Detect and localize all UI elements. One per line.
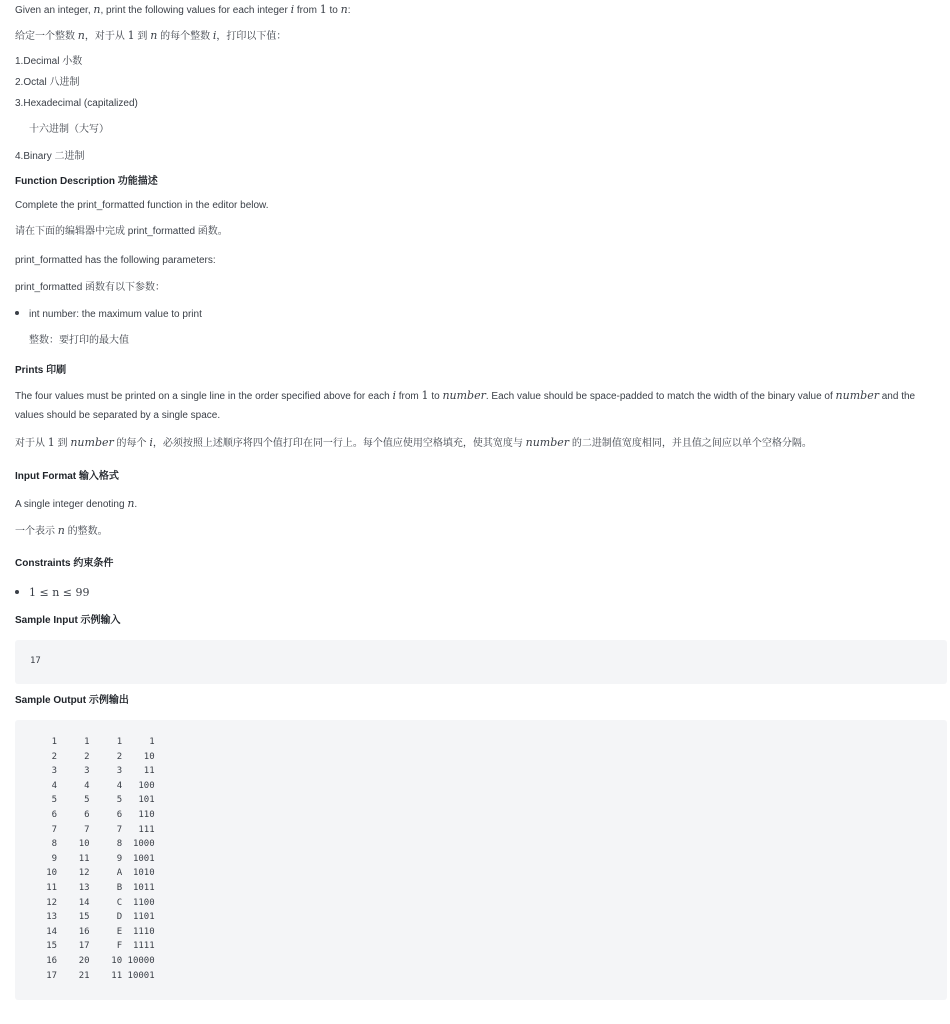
math-var: number xyxy=(835,389,879,402)
math-var: n xyxy=(77,29,85,42)
prints-english xyxy=(15,389,915,404)
prints-chinese xyxy=(15,436,812,451)
math-num: 1 xyxy=(127,29,135,42)
list-label: Octal 八进制 xyxy=(23,77,80,88)
list-number: 3. xyxy=(15,98,24,109)
math-var: n xyxy=(127,497,135,510)
list-item xyxy=(15,76,79,90)
sample-input-value: 17 xyxy=(30,656,41,666)
function-description-text: 请在下面的编辑器中完成 print_formatted 函数。 xyxy=(15,226,228,237)
bullet-icon xyxy=(15,311,19,315)
sample-output-line: 2 2 2 10 xyxy=(30,751,155,762)
function-description-text: print_formatted 函数有以下参数： xyxy=(15,282,166,293)
param-item xyxy=(15,308,202,322)
prints-text: and the xyxy=(878,391,916,402)
sample-output-line: 17 21 11 10001 xyxy=(30,970,155,981)
input-format-text: A single integer denoting xyxy=(15,499,128,510)
prints-text: from xyxy=(395,391,422,402)
intro-chinese xyxy=(15,29,286,44)
intro-text: 的每个整数 xyxy=(157,31,213,42)
prints-text: 到 xyxy=(54,438,71,449)
function-description-text: Complete the print_formatted function in the editor below. xyxy=(15,200,269,211)
param-text: int number: the maximum value to print xyxy=(29,309,202,320)
intro-english xyxy=(15,3,350,18)
prints-text: 对于从 xyxy=(15,438,48,449)
param-subtext: 整数：要打印的最大值 xyxy=(29,335,129,346)
list-label: Binary 二进制 xyxy=(23,151,85,162)
prints-heading: Prints 印刷 xyxy=(15,365,67,376)
math-num: 1 xyxy=(47,436,55,449)
list-label: Hexadecimal (capitalized) xyxy=(23,98,138,109)
math-num: 1 xyxy=(421,389,429,402)
prints-text: ，必须按照上述顺序将四个值打印在同一行上。每个值应使用空格填充，使其宽度与 xyxy=(152,438,526,449)
list-item xyxy=(15,97,138,111)
input-format-text: . xyxy=(134,499,138,510)
list-item xyxy=(15,150,84,164)
list-number: 2. xyxy=(15,77,24,88)
math-var: i xyxy=(149,436,153,449)
prints-text: to xyxy=(428,391,443,402)
math-var: number xyxy=(442,389,486,402)
math-var: i xyxy=(290,3,295,16)
list-item xyxy=(15,55,82,69)
sample-output-line: 8 10 8 1000 xyxy=(30,839,155,850)
math-num: 1 xyxy=(319,3,327,16)
list-number: 4. xyxy=(15,151,24,162)
sample-output-text xyxy=(30,735,155,983)
sample-output-line: 6 6 6 110 xyxy=(30,809,155,820)
sample-output-line: 4 4 4 100 xyxy=(30,780,155,791)
sample-output-line: 9 11 9 1001 xyxy=(30,853,155,864)
sample-output-heading: Sample Output 示例输出 xyxy=(15,695,129,706)
intro-text: 给定一个整数 xyxy=(15,31,78,42)
intro-text: : xyxy=(347,5,351,16)
input-format-text: 的整数。 xyxy=(64,526,108,537)
sample-output-line: 13 15 D 1101 xyxy=(30,912,155,923)
sample-output-block xyxy=(15,720,947,1000)
sample-output-line: 3 3 3 11 xyxy=(30,766,155,777)
constraint-expression: 1 ≤ n ≤ 99 xyxy=(29,586,90,599)
math-var: number xyxy=(70,436,114,449)
intro-text: from xyxy=(294,5,320,16)
intro-text: Given an integer, xyxy=(15,5,94,16)
sample-output-line: 11 13 B 1011 xyxy=(30,882,155,893)
prints-text: 的每个 xyxy=(113,438,150,449)
intro-text: to xyxy=(326,5,341,16)
sample-input-heading: Sample Input 示例输入 xyxy=(15,615,121,626)
input-format-text: 一个表示 xyxy=(15,526,58,537)
prints-english-cont: values should be separated by a single space. xyxy=(15,410,221,421)
sample-output-line: 5 5 5 101 xyxy=(30,795,155,806)
sample-output-line: 1 1 1 1 xyxy=(30,737,155,747)
input-format-english xyxy=(15,497,137,512)
list-item-subtext: 十六进制（大写） xyxy=(29,124,109,135)
sample-output-line: 12 14 C 1100 xyxy=(30,897,155,908)
math-var: i xyxy=(212,29,217,42)
constraints-heading: Constraints 约束条件 xyxy=(15,558,114,569)
intro-text: 到 xyxy=(134,31,151,42)
list-number: 1. xyxy=(15,56,24,67)
input-format-chinese xyxy=(15,524,108,539)
intro-text: ，打印以下值： xyxy=(216,31,287,42)
sample-output-line: 7 7 7 111 xyxy=(30,824,155,835)
math-var: n xyxy=(150,29,158,42)
math-var: n xyxy=(340,3,348,16)
math-var: n xyxy=(93,3,101,16)
intro-text: ，对于从 xyxy=(84,31,128,42)
prints-text: The four values must be printed on a single line in the order specified above for each xyxy=(15,391,393,402)
list-label: Decimal 小数 xyxy=(23,56,83,67)
sample-output-line: 10 12 A 1010 xyxy=(30,868,155,879)
prints-text: . Each value should be space-padded to match the width of the binary value of xyxy=(485,391,836,402)
sample-input-block xyxy=(15,640,947,684)
sample-output-line: 14 16 E 1110 xyxy=(30,926,155,937)
function-description-text: print_formatted has the following parameters: xyxy=(15,255,216,266)
function-description-heading: Function Description 功能描述 xyxy=(15,176,158,187)
sample-output-line: 16 20 10 10000 xyxy=(30,955,155,966)
math-var: i xyxy=(392,389,396,402)
input-format-heading: Input Format 输入格式 xyxy=(15,471,119,482)
prints-text: 的二进制值宽度相同，并且值之间应以单个空格分隔。 xyxy=(569,438,812,449)
constraint-item xyxy=(15,586,90,601)
math-var: n xyxy=(57,524,65,537)
bullet-icon xyxy=(15,590,19,594)
intro-text: , print the following values for each integer xyxy=(100,5,291,16)
math-var: number xyxy=(525,436,570,449)
sample-output-line: 15 17 F 1111 xyxy=(30,941,155,952)
